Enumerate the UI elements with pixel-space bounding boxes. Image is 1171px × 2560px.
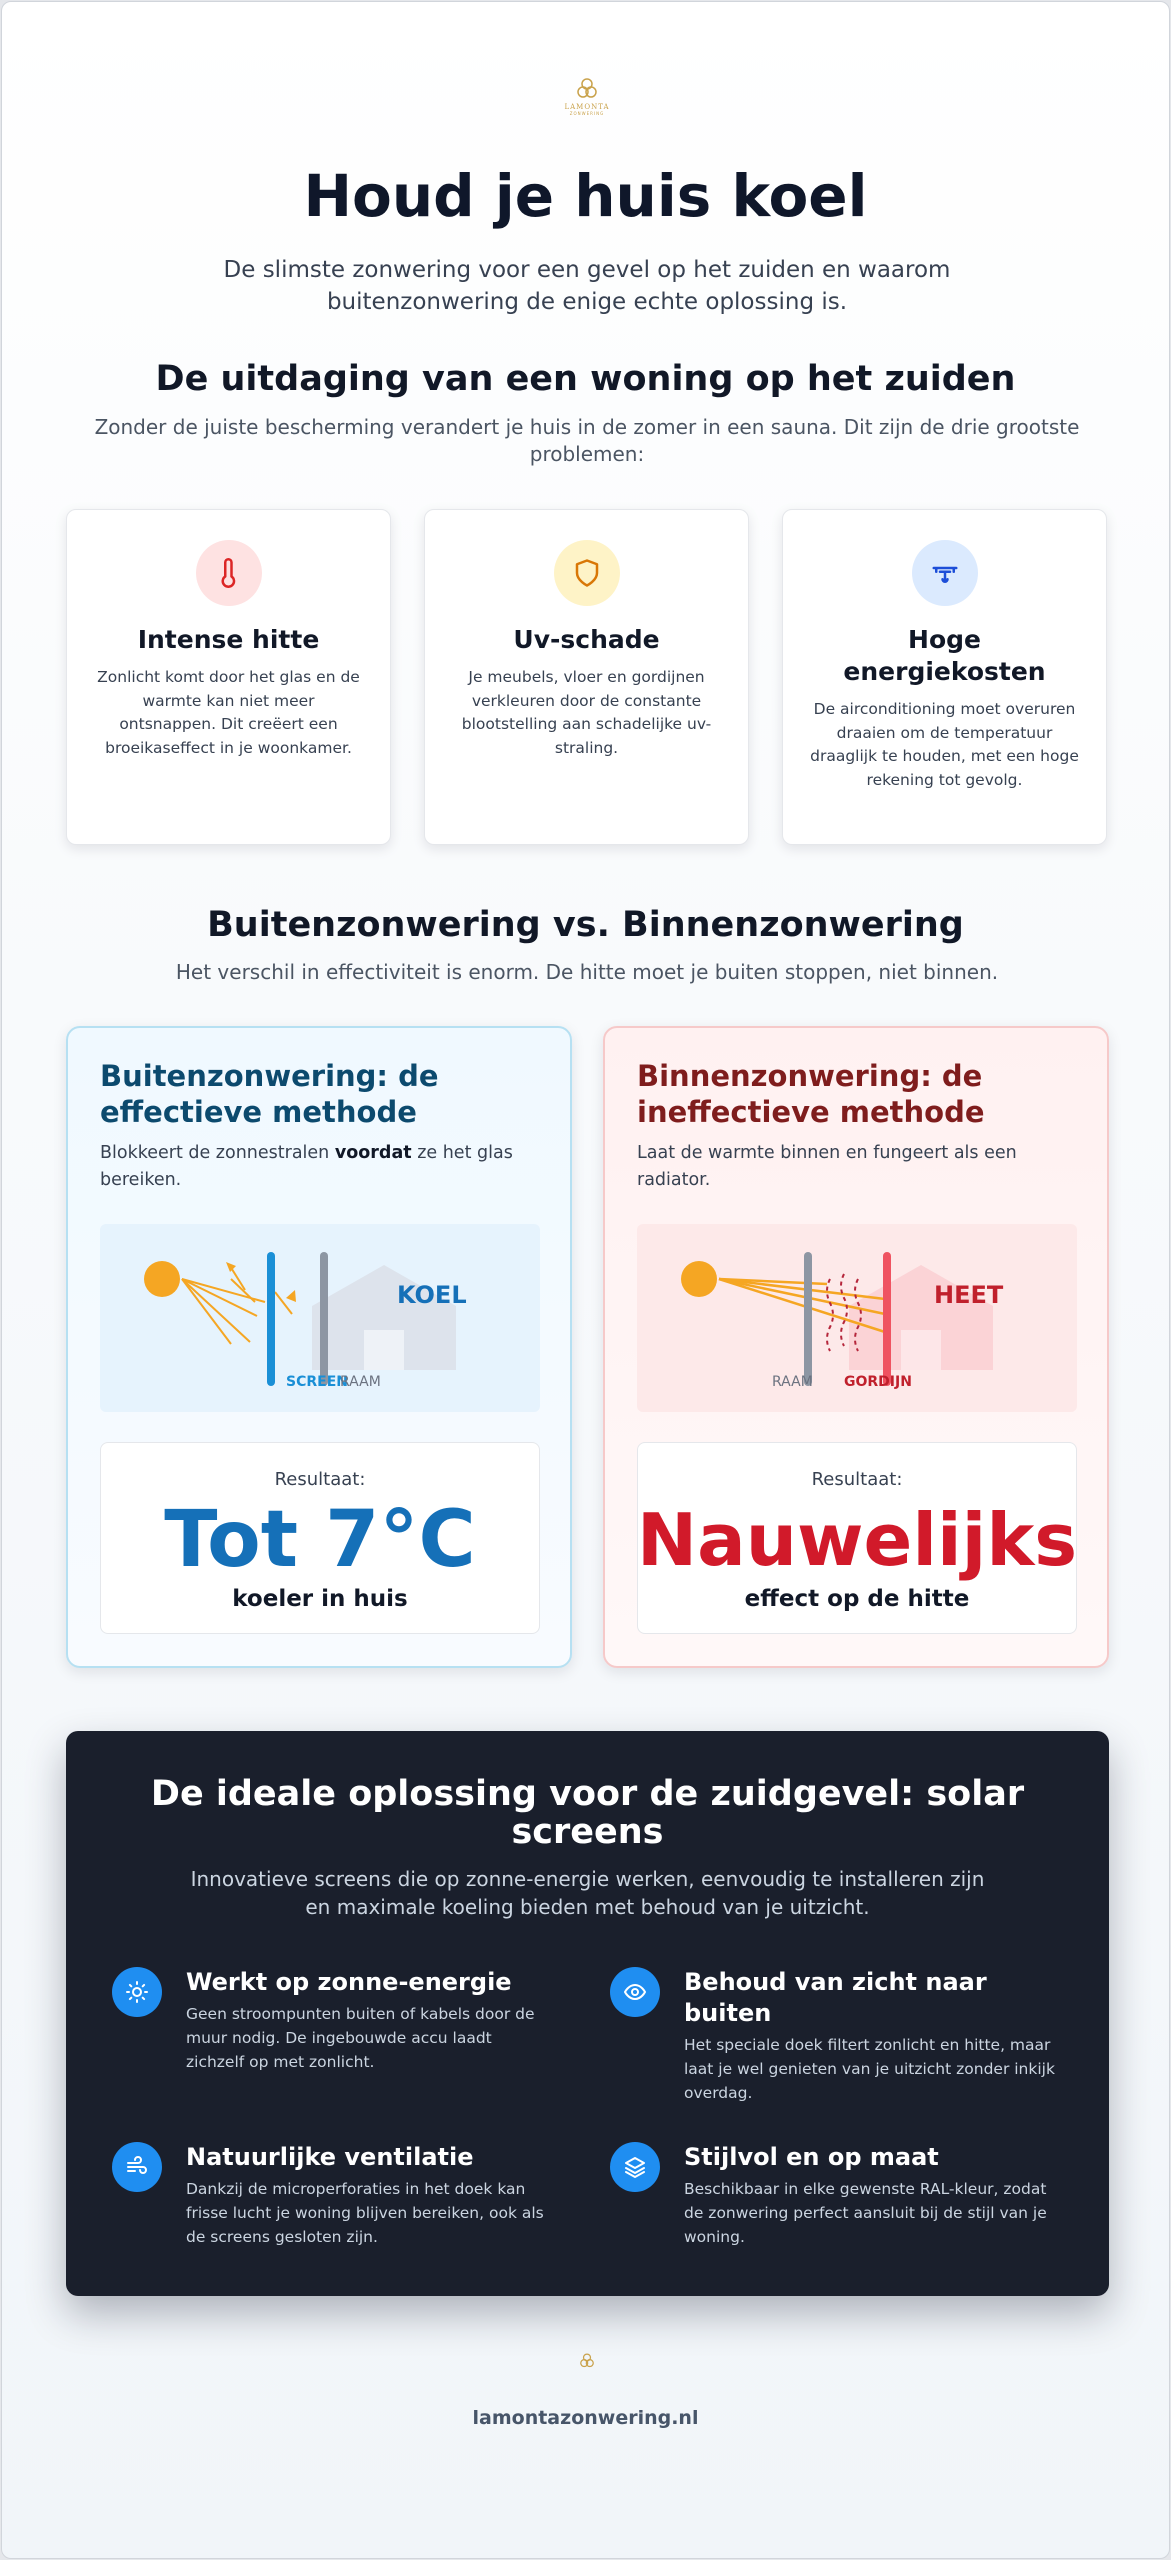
layers-icon: [610, 2142, 660, 2192]
feature-solar: [112, 1967, 552, 2074]
feature-text: Het speciale doek filtert zonlicht en hitte, maar laat je wel genieten van je uitzicht zonder inkijk overdag.: [684, 2036, 1055, 2102]
problem-text: Je meubels, vloer en gordijnen verkleuren door de constante blootstelling aan schadelijke uv-straling.: [461, 668, 712, 757]
brand-logo[interactable]: [547, 76, 627, 124]
inside-result: [637, 1442, 1077, 1634]
result-label: Resultaat:: [811, 1469, 903, 1490]
logo-mark-icon: [578, 2352, 596, 2370]
result-label: Resultaat:: [274, 1469, 366, 1490]
feature-title: Behoud van zicht naar buiten: [684, 1968, 987, 2027]
screen-label: SCREEN: [286, 1374, 348, 1390]
feature-title: Natuurlijke ventilatie: [186, 2143, 474, 2171]
result-unit: effect op de hitte: [744, 1586, 970, 1612]
result-value: Tot 7°C: [164, 1495, 476, 1585]
house-label: HEET: [934, 1281, 1004, 1309]
problem-card-uv: [424, 509, 749, 845]
feature-text: Dankzij de microperforaties in het doek kan frisse lucht je woning blijven bereiken, ook als de screens gesloten zijn.: [186, 2180, 544, 2246]
result-value: Nauwelijks: [636, 1498, 1078, 1582]
inside-illustration: [637, 1224, 1077, 1412]
problem-text: De airconditioning moet overuren draaien om de temperatuur draaglijk te houden, met een hoge rekening tot gevolg.: [810, 700, 1079, 789]
problem-title: Intense hitte: [137, 625, 320, 654]
sun-icon: [681, 1261, 717, 1297]
feature-style: [610, 2142, 1060, 2249]
curtain-label: GORDIJN: [844, 1374, 912, 1390]
problem-card-energy: [782, 509, 1107, 845]
problem-title: Uv-schade: [513, 625, 660, 654]
air-conditioner-icon: [912, 540, 978, 606]
feature-title: Stijlvol en op maat: [684, 2143, 939, 2171]
problem-card-heat: [66, 509, 391, 845]
logo-text: LAMONTA: [564, 103, 610, 111]
feature-ventilation: [112, 2142, 552, 2249]
outside-title: Buitenzonwering: de effectieve methode: [100, 1059, 439, 1129]
window-label: RAAM: [772, 1374, 813, 1390]
outside-illustration: [100, 1224, 540, 1412]
outside-result: [100, 1442, 540, 1634]
footer-url[interactable]: lamontazonwering.nl: [472, 2407, 699, 2429]
feature-text: Beschikbaar in elke gewenste RAL-kleur, zodat de zonwering perfect aansluit bij de stijl van je woning.: [684, 2180, 1047, 2246]
thermometer-icon: [196, 540, 262, 606]
inside-shading-card: [603, 1026, 1109, 1668]
outside-description: Blokkeert de zonnestralen voordat ze het glas bereiken.: [100, 1143, 513, 1190]
solution-subtitle: Innovatieve screens die op zonne-energie werken, eenvoudig te installeren zijn en maximale koeling bieden met behoud van je uitzicht.: [190, 1867, 985, 1919]
hero-title: Houd je huis koel: [303, 162, 868, 230]
logo-subtext: ZONWERING: [569, 111, 605, 116]
eye-icon: [610, 1967, 660, 2017]
problem-text: Zonlicht komt door het glas en de warmte kan niet meer ontsnappen. Dit creëert een broeikaseffect in je woonkamer.: [97, 668, 360, 757]
comparison-title: Buitenzonwering vs. Binnenzonwering: [207, 905, 964, 945]
challenge-title: De uitdaging van een woning op het zuiden: [155, 359, 1016, 399]
house-label: KOEL: [397, 1281, 467, 1309]
challenge-subtitle: Zonder de juiste bescherming verandert je huis in de zomer in een sauna. Dit zijn de drie grootste problemen:: [94, 415, 1080, 466]
sun-icon: [112, 1967, 162, 2017]
window-label: RAAM: [340, 1374, 381, 1390]
shield-icon: [554, 540, 620, 606]
footer-logo[interactable]: [565, 2352, 609, 2384]
inside-description: Laat de warmte binnen en fungeert als een radiator.: [637, 1143, 1017, 1190]
hero-subtitle: De slimste zonwering voor een gevel op het zuiden en waarom buitenzonwering de enige echte oplossing is.: [223, 257, 951, 315]
solution-title: De ideale oplossing voor de zuidgevel: solar screens: [150, 1774, 1025, 1852]
inside-title: Binnenzonwering: de ineffectieve methode: [637, 1059, 985, 1129]
feature-view: [610, 1967, 1060, 2105]
logo-mark-icon: [574, 76, 600, 102]
solution-panel: [66, 1731, 1109, 2296]
feature-text: Geen stroompunten buiten of kabels door de muur nodig. De ingebouwde accu laadt zichzelf op met zonlicht.: [186, 2005, 535, 2071]
page: [1, 1, 1170, 2559]
feature-title: Werkt op zonne-energie: [186, 1968, 512, 1996]
sun-icon: [144, 1261, 180, 1297]
wind-icon: [112, 2142, 162, 2192]
outside-shading-card: [66, 1026, 572, 1668]
problem-title: Hoge energiekosten: [843, 625, 1046, 686]
result-unit: koeler in huis: [232, 1586, 408, 1612]
comparison-subtitle: Het verschil in effectiviteit is enorm. De hitte moet je buiten stoppen, niet binnen.: [175, 960, 999, 984]
